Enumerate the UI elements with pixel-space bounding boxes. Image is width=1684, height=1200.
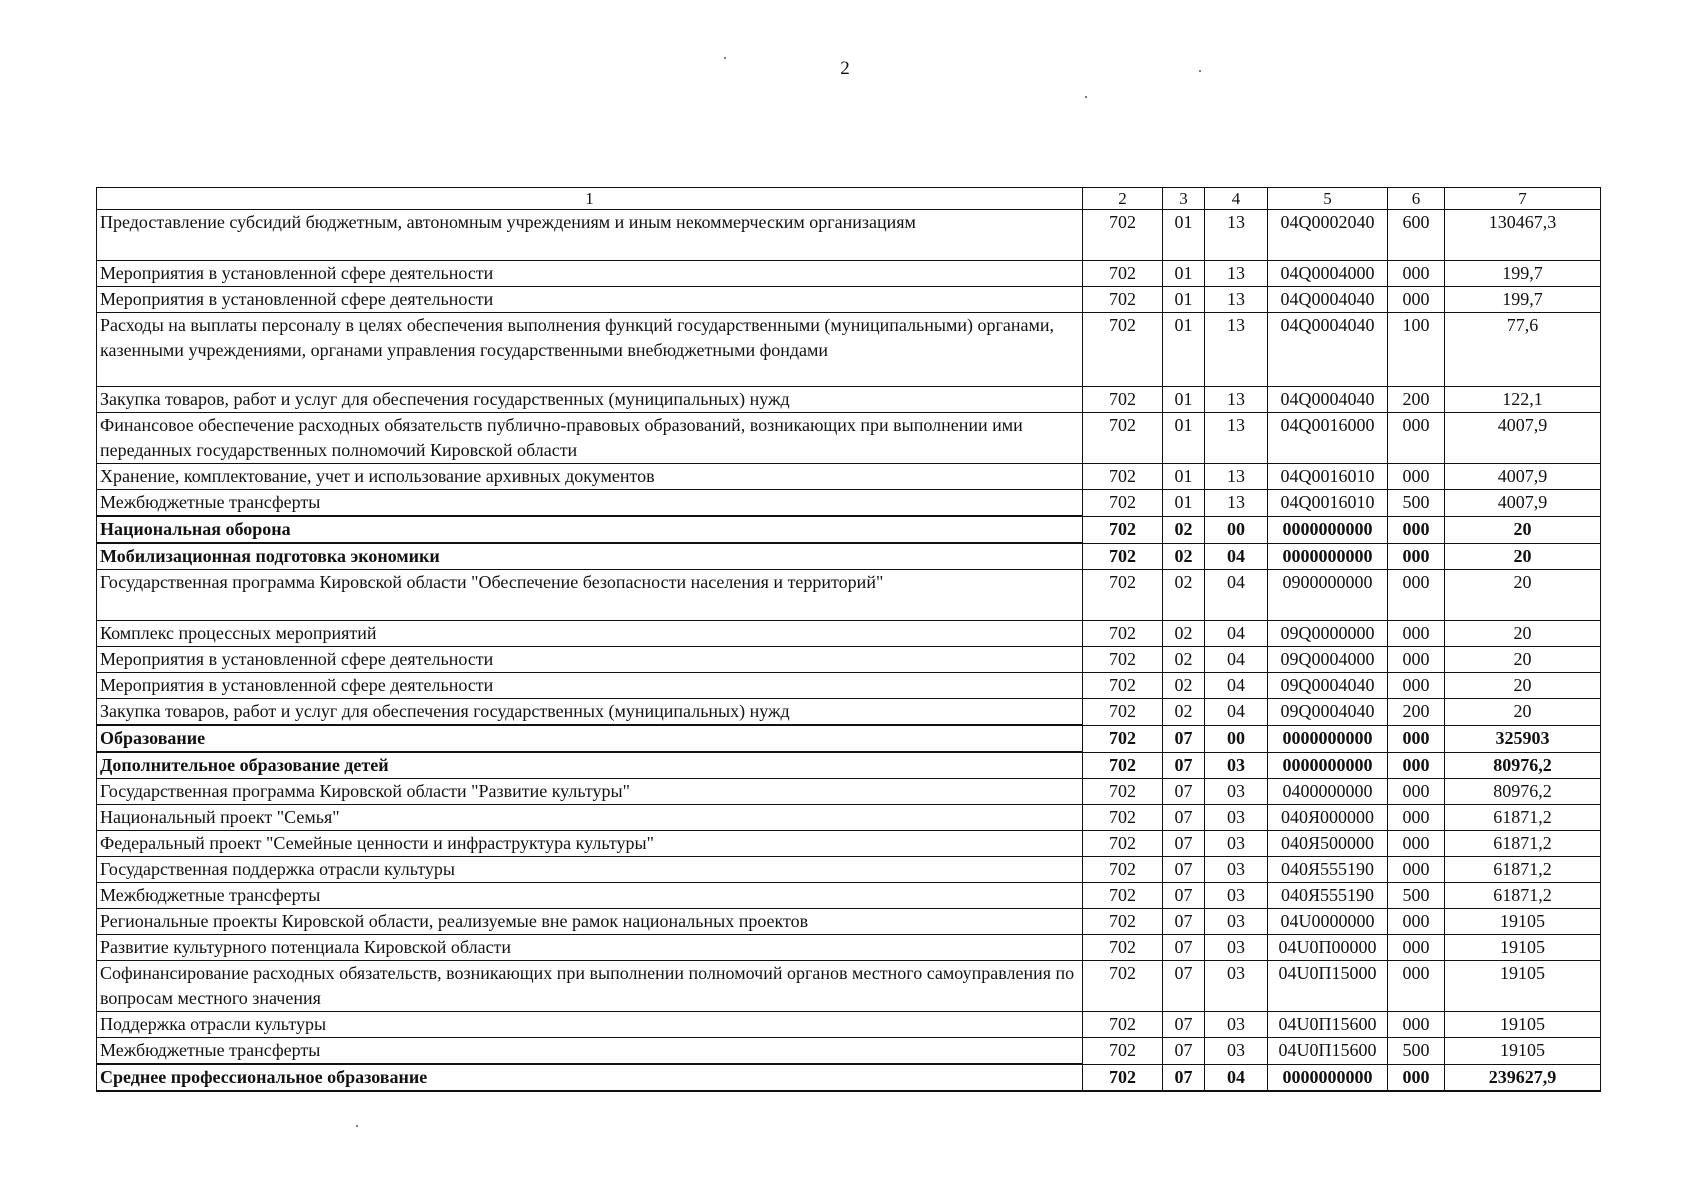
subsection-code-cell: 04: [1205, 570, 1268, 621]
section-code-cell: 01: [1163, 464, 1205, 490]
table-row: [97, 570, 1601, 621]
table-row: [97, 673, 1601, 699]
expense-name-cell: Расходы на выплаты персоналу в целях обеспечения выполнения функций государственными (муниципальными) органами, казенными учреждениями, органами управления государственными внебюджетными фондами: [97, 313, 1083, 387]
expense-type-cell: 000: [1388, 1012, 1445, 1038]
table-row: [97, 543, 1601, 570]
expense-name-cell: Мероприятия в установленной сфере деятельности: [97, 673, 1083, 699]
amount-cell: 61871,2: [1445, 831, 1601, 857]
section-code-cell: 01: [1163, 313, 1205, 387]
table-row: [97, 621, 1601, 647]
section-code-cell: 07: [1163, 752, 1205, 779]
expense-type-cell: 000: [1388, 673, 1445, 699]
expense-name-cell: Межбюджетные трансферты: [97, 490, 1083, 517]
expense-type-cell: 000: [1388, 570, 1445, 621]
amount-cell: 19105: [1445, 935, 1601, 961]
subsection-code-cell: 13: [1205, 413, 1268, 464]
table-row: [97, 313, 1601, 387]
ministry-code-cell: 702: [1083, 1038, 1163, 1065]
expense-type-cell: 000: [1388, 779, 1445, 805]
ministry-code-cell: 702: [1083, 621, 1163, 647]
table-row: [97, 961, 1601, 1012]
amount-cell: 130467,3: [1445, 210, 1601, 261]
amount-cell: 77,6: [1445, 313, 1601, 387]
table-row: [97, 464, 1601, 490]
expense-name-cell: Национальная оборона: [97, 516, 1083, 543]
ministry-code-cell: 702: [1083, 413, 1163, 464]
target-article-cell: 04Q0016010: [1268, 464, 1388, 490]
expense-name-cell: Межбюджетные трансферты: [97, 883, 1083, 909]
target-article-cell: 09Q0000000: [1268, 621, 1388, 647]
table-row: [97, 647, 1601, 673]
amount-cell: 61871,2: [1445, 857, 1601, 883]
subsection-code-cell: 03: [1205, 831, 1268, 857]
amount-cell: 199,7: [1445, 287, 1601, 313]
table-row: [97, 287, 1601, 313]
section-code-cell: 01: [1163, 287, 1205, 313]
section-code-cell: 07: [1163, 961, 1205, 1012]
section-code-cell: 07: [1163, 779, 1205, 805]
expense-type-cell: 600: [1388, 210, 1445, 261]
expense-type-cell: 000: [1388, 935, 1445, 961]
column-header: 2: [1083, 188, 1163, 210]
target-article-cell: 040Я000000: [1268, 805, 1388, 831]
expense-type-cell: 000: [1388, 725, 1445, 752]
expense-name-cell: Национальный проект "Семья": [97, 805, 1083, 831]
amount-cell: 122,1: [1445, 387, 1601, 413]
section-code-cell: 07: [1163, 935, 1205, 961]
scan-speck: [724, 57, 726, 59]
section-code-cell: 02: [1163, 516, 1205, 543]
target-article-cell: 04Q0016000: [1268, 413, 1388, 464]
amount-cell: 20: [1445, 621, 1601, 647]
subsection-code-cell: 03: [1205, 857, 1268, 883]
scan-speck: [1199, 70, 1201, 72]
expense-name-cell: Среднее профессиональное образование: [97, 1064, 1083, 1091]
subsection-code-cell: 13: [1205, 287, 1268, 313]
ministry-code-cell: 702: [1083, 287, 1163, 313]
subsection-code-cell: 13: [1205, 210, 1268, 261]
expense-name-cell: Мероприятия в установленной сфере деятельности: [97, 261, 1083, 287]
column-header: 4: [1205, 188, 1268, 210]
subsection-code-cell: 13: [1205, 464, 1268, 490]
expense-type-cell: 000: [1388, 287, 1445, 313]
expense-name-cell: Развитие культурного потенциала Кировской области: [97, 935, 1083, 961]
table-row: [97, 752, 1601, 779]
section-code-cell: 02: [1163, 621, 1205, 647]
ministry-code-cell: 702: [1083, 831, 1163, 857]
table-row: [97, 805, 1601, 831]
target-article-cell: 04U0П15600: [1268, 1012, 1388, 1038]
subsection-code-cell: 03: [1205, 1038, 1268, 1065]
subsection-code-cell: 13: [1205, 490, 1268, 517]
ministry-code-cell: 702: [1083, 1012, 1163, 1038]
table-row: [97, 725, 1601, 752]
section-code-cell: 01: [1163, 387, 1205, 413]
table-row: [97, 779, 1601, 805]
ministry-code-cell: 702: [1083, 779, 1163, 805]
expense-type-cell: 100: [1388, 313, 1445, 387]
subsection-code-cell: 13: [1205, 387, 1268, 413]
table-body: [97, 210, 1601, 1092]
table-row: [97, 387, 1601, 413]
section-code-cell: 07: [1163, 909, 1205, 935]
subsection-code-cell: 03: [1205, 752, 1268, 779]
target-article-cell: 09Q0004040: [1268, 673, 1388, 699]
table-row: [97, 413, 1601, 464]
section-code-cell: 07: [1163, 1012, 1205, 1038]
scan-speck: [1085, 96, 1087, 98]
expense-type-cell: 000: [1388, 1064, 1445, 1091]
target-article-cell: 0900000000: [1268, 570, 1388, 621]
scan-speck: [356, 1125, 358, 1127]
expense-name-cell: Мобилизационная подготовка экономики: [97, 543, 1083, 570]
target-article-cell: 0000000000: [1268, 752, 1388, 779]
subsection-code-cell: 03: [1205, 961, 1268, 1012]
amount-cell: 4007,9: [1445, 413, 1601, 464]
subsection-code-cell: 03: [1205, 883, 1268, 909]
section-code-cell: 07: [1163, 831, 1205, 857]
expense-type-cell: 000: [1388, 805, 1445, 831]
expense-name-cell: Государственная поддержка отрасли культуры: [97, 857, 1083, 883]
table-row: [97, 935, 1601, 961]
ministry-code-cell: 702: [1083, 1064, 1163, 1091]
target-article-cell: 09Q0004000: [1268, 647, 1388, 673]
target-article-cell: 04Q0004040: [1268, 287, 1388, 313]
target-article-cell: 040Я500000: [1268, 831, 1388, 857]
table-row: [97, 883, 1601, 909]
budget-table: [96, 187, 1601, 1092]
expense-type-cell: 000: [1388, 831, 1445, 857]
section-code-cell: 02: [1163, 699, 1205, 726]
target-article-cell: 04U0П15600: [1268, 1038, 1388, 1065]
ministry-code-cell: 702: [1083, 909, 1163, 935]
amount-cell: 19105: [1445, 909, 1601, 935]
expense-name-cell: Финансовое обеспечение расходных обязательств публично-правовых образований, возникающих при выполнении ими переданных государственных полномочий Кировской области: [97, 413, 1083, 464]
column-header: 6: [1388, 188, 1445, 210]
ministry-code-cell: 702: [1083, 490, 1163, 517]
page-number: 2: [840, 58, 850, 79]
expense-name-cell: Межбюджетные трансферты: [97, 1038, 1083, 1065]
table-row: [97, 516, 1601, 543]
table-row: [97, 1012, 1601, 1038]
subsection-code-cell: 13: [1205, 261, 1268, 287]
target-article-cell: 04U0000000: [1268, 909, 1388, 935]
expense-type-cell: 000: [1388, 413, 1445, 464]
subsection-code-cell: 03: [1205, 1012, 1268, 1038]
target-article-cell: 04Q0016010: [1268, 490, 1388, 517]
expense-name-cell: Поддержка отрасли культуры: [97, 1012, 1083, 1038]
expense-name-cell: Государственная программа Кировской области "Обеспечение безопасности населения и территорий": [97, 570, 1083, 621]
amount-cell: 199,7: [1445, 261, 1601, 287]
section-code-cell: 01: [1163, 261, 1205, 287]
section-code-cell: 07: [1163, 883, 1205, 909]
section-code-cell: 01: [1163, 490, 1205, 517]
subsection-code-cell: 00: [1205, 725, 1268, 752]
ministry-code-cell: 702: [1083, 725, 1163, 752]
target-article-cell: 0000000000: [1268, 1064, 1388, 1091]
amount-cell: 4007,9: [1445, 464, 1601, 490]
expense-type-cell: 000: [1388, 543, 1445, 570]
target-article-cell: 04Q0004000: [1268, 261, 1388, 287]
expense-name-cell: Государственная программа Кировской области "Развитие культуры": [97, 779, 1083, 805]
subsection-code-cell: 04: [1205, 699, 1268, 726]
column-header: 7: [1445, 188, 1601, 210]
subsection-code-cell: 04: [1205, 647, 1268, 673]
ministry-code-cell: 702: [1083, 673, 1163, 699]
target-article-cell: 09Q0004040: [1268, 699, 1388, 726]
expense-name-cell: Мероприятия в установленной сфере деятельности: [97, 287, 1083, 313]
subsection-code-cell: 04: [1205, 543, 1268, 570]
amount-cell: 61871,2: [1445, 883, 1601, 909]
target-article-cell: 0000000000: [1268, 725, 1388, 752]
target-article-cell: 0000000000: [1268, 543, 1388, 570]
ministry-code-cell: 702: [1083, 464, 1163, 490]
expense-type-cell: 000: [1388, 261, 1445, 287]
expense-type-cell: 200: [1388, 387, 1445, 413]
expense-name-cell: Федеральный проект "Семейные ценности и инфраструктура культуры": [97, 831, 1083, 857]
subsection-code-cell: 03: [1205, 909, 1268, 935]
subsection-code-cell: 04: [1205, 673, 1268, 699]
section-code-cell: 07: [1163, 805, 1205, 831]
ministry-code-cell: 702: [1083, 805, 1163, 831]
column-header: 5: [1268, 188, 1388, 210]
subsection-code-cell: 03: [1205, 779, 1268, 805]
amount-cell: 19105: [1445, 1038, 1601, 1065]
section-code-cell: 07: [1163, 1064, 1205, 1091]
expense-name-cell: Предоставление субсидий бюджетным, автономным учреждениям и иным некоммерческим организациям: [97, 210, 1083, 261]
section-code-cell: 02: [1163, 673, 1205, 699]
amount-cell: 80976,2: [1445, 752, 1601, 779]
table-row: [97, 857, 1601, 883]
expense-type-cell: 200: [1388, 699, 1445, 726]
expense-type-cell: 500: [1388, 490, 1445, 517]
table-row: [97, 1064, 1601, 1091]
expense-name-cell: Мероприятия в установленной сфере деятельности: [97, 647, 1083, 673]
expense-type-cell: 000: [1388, 621, 1445, 647]
expense-name-cell: Комплекс процессных мероприятий: [97, 621, 1083, 647]
table-row: [97, 261, 1601, 287]
target-article-cell: 04U0П00000: [1268, 935, 1388, 961]
amount-cell: 19105: [1445, 1012, 1601, 1038]
subsection-code-cell: 00: [1205, 516, 1268, 543]
expense-name-cell: Региональные проекты Кировской области, реализуемые вне рамок национальных проектов: [97, 909, 1083, 935]
ministry-code-cell: 702: [1083, 516, 1163, 543]
subsection-code-cell: 13: [1205, 313, 1268, 387]
subsection-code-cell: 03: [1205, 935, 1268, 961]
target-article-cell: 0400000000: [1268, 779, 1388, 805]
expense-type-cell: 000: [1388, 647, 1445, 673]
table-row: [97, 1038, 1601, 1065]
ministry-code-cell: 702: [1083, 699, 1163, 726]
expense-type-cell: 500: [1388, 1038, 1445, 1065]
table-row: [97, 490, 1601, 517]
subsection-code-cell: 04: [1205, 621, 1268, 647]
amount-cell: 19105: [1445, 961, 1601, 1012]
subsection-code-cell: 04: [1205, 1064, 1268, 1091]
ministry-code-cell: 702: [1083, 883, 1163, 909]
column-header: 1: [97, 188, 1083, 210]
expense-type-cell: 000: [1388, 961, 1445, 1012]
amount-cell: 80976,2: [1445, 779, 1601, 805]
target-article-cell: 04Q0002040: [1268, 210, 1388, 261]
section-code-cell: 01: [1163, 413, 1205, 464]
target-article-cell: 04Q0004040: [1268, 313, 1388, 387]
expense-type-cell: 000: [1388, 909, 1445, 935]
section-code-cell: 02: [1163, 543, 1205, 570]
amount-cell: 20: [1445, 673, 1601, 699]
column-header: 3: [1163, 188, 1205, 210]
subsection-code-cell: 03: [1205, 805, 1268, 831]
expense-name-cell: Образование: [97, 725, 1083, 752]
ministry-code-cell: 702: [1083, 210, 1163, 261]
target-article-cell: 040Я555190: [1268, 883, 1388, 909]
target-article-cell: 0000000000: [1268, 516, 1388, 543]
section-code-cell: 01: [1163, 210, 1205, 261]
amount-cell: 239627,9: [1445, 1064, 1601, 1091]
ministry-code-cell: 702: [1083, 570, 1163, 621]
expense-type-cell: 000: [1388, 516, 1445, 543]
table-row: [97, 909, 1601, 935]
section-code-cell: 07: [1163, 725, 1205, 752]
expense-type-cell: 500: [1388, 883, 1445, 909]
target-article-cell: 04Q0004040: [1268, 387, 1388, 413]
ministry-code-cell: 702: [1083, 647, 1163, 673]
amount-cell: 325903: [1445, 725, 1601, 752]
amount-cell: 20: [1445, 516, 1601, 543]
amount-cell: 61871,2: [1445, 805, 1601, 831]
expense-name-cell: Закупка товаров, работ и услуг для обеспечения государственных (муниципальных) нужд: [97, 699, 1083, 726]
section-code-cell: 02: [1163, 647, 1205, 673]
ministry-code-cell: 702: [1083, 313, 1163, 387]
expense-type-cell: 000: [1388, 752, 1445, 779]
expense-name-cell: Софинансирование расходных обязательств, возникающих при выполнении полномочий органов местного самоуправления по вопросам местного значения: [97, 961, 1083, 1012]
target-article-cell: 04U0П15000: [1268, 961, 1388, 1012]
table-row: [97, 699, 1601, 726]
ministry-code-cell: 702: [1083, 261, 1163, 287]
table-row: [97, 210, 1601, 261]
ministry-code-cell: 702: [1083, 961, 1163, 1012]
amount-cell: 20: [1445, 647, 1601, 673]
ministry-code-cell: 702: [1083, 857, 1163, 883]
ministry-code-cell: 702: [1083, 543, 1163, 570]
expense-type-cell: 000: [1388, 857, 1445, 883]
expense-type-cell: 000: [1388, 464, 1445, 490]
expense-name-cell: Дополнительное образование детей: [97, 752, 1083, 779]
amount-cell: 20: [1445, 699, 1601, 726]
table-row: [97, 831, 1601, 857]
ministry-code-cell: 702: [1083, 935, 1163, 961]
column-number-row: [97, 188, 1601, 210]
target-article-cell: 040Я555190: [1268, 857, 1388, 883]
expense-name-cell: Хранение, комплектование, учет и использование архивных документов: [97, 464, 1083, 490]
amount-cell: 20: [1445, 570, 1601, 621]
ministry-code-cell: 702: [1083, 387, 1163, 413]
amount-cell: 20: [1445, 543, 1601, 570]
ministry-code-cell: 702: [1083, 752, 1163, 779]
section-code-cell: 07: [1163, 1038, 1205, 1065]
section-code-cell: 07: [1163, 857, 1205, 883]
expense-name-cell: Закупка товаров, работ и услуг для обеспечения государственных (муниципальных) нужд: [97, 387, 1083, 413]
section-code-cell: 02: [1163, 570, 1205, 621]
amount-cell: 4007,9: [1445, 490, 1601, 517]
